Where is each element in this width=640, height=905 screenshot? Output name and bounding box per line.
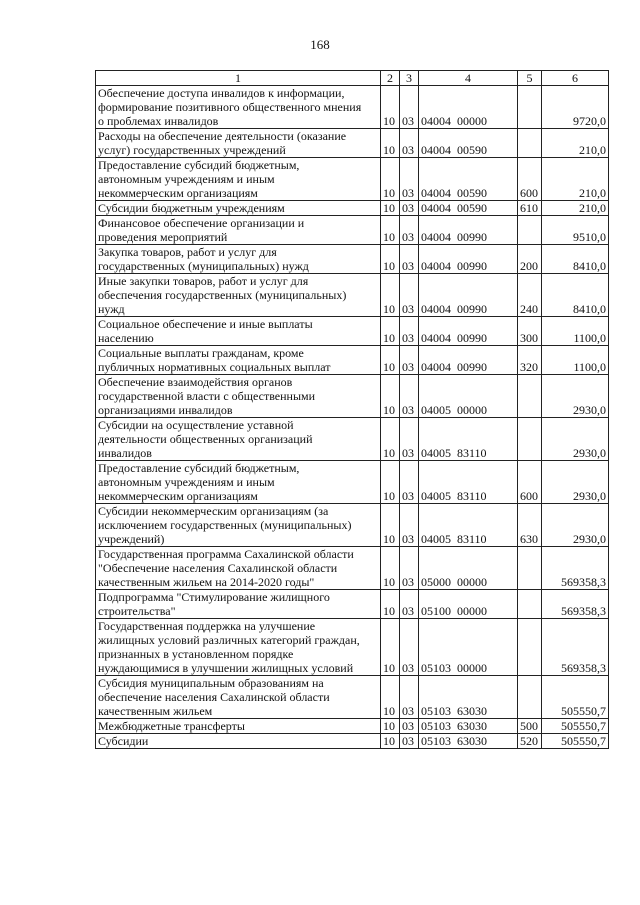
- row-expense-type: 320: [518, 346, 542, 375]
- table-row: [96, 676, 609, 719]
- row-target-article: 04004 00000: [419, 86, 518, 129]
- row-target-article: 04004 00990: [419, 274, 518, 317]
- row-name: Социальные выплаты гражданам, кроме публичных нормативных социальных выплат: [96, 346, 381, 375]
- row-amount: 210,0: [542, 201, 609, 216]
- row-expense-type: [518, 375, 542, 418]
- row-subsection: 03: [400, 719, 419, 734]
- row-section: 10: [381, 86, 400, 129]
- row-expense-type: 600: [518, 158, 542, 201]
- row-target-article: 05103 00000: [419, 619, 518, 676]
- row-subsection: 03: [400, 317, 419, 346]
- header-cell-amount: 6: [542, 71, 609, 86]
- table-row: [96, 201, 609, 216]
- row-amount: 1100,0: [542, 346, 609, 375]
- row-section: 10: [381, 317, 400, 346]
- row-subsection: 03: [400, 129, 419, 158]
- page-number: 168: [310, 37, 330, 52]
- row-amount: 8410,0: [542, 245, 609, 274]
- row-target-article: 05100 00000: [419, 590, 518, 619]
- row-amount: 2930,0: [542, 375, 609, 418]
- row-amount: 9510,0: [542, 216, 609, 245]
- table-row: [96, 590, 609, 619]
- header-cell-name: 1: [96, 71, 381, 86]
- row-name: Иные закупки товаров, работ и услуг для обеспечения государственных (муниципальных) нужд: [96, 274, 381, 317]
- table-row: [96, 547, 609, 590]
- row-amount: 9720,0: [542, 86, 609, 129]
- table-row: [96, 274, 609, 317]
- row-expense-type: 610: [518, 201, 542, 216]
- row-section: 10: [381, 590, 400, 619]
- row-target-article: 05000 00000: [419, 547, 518, 590]
- row-target-article: 04005 00000: [419, 375, 518, 418]
- row-subsection: 03: [400, 158, 419, 201]
- row-subsection: 03: [400, 274, 419, 317]
- table-row: [96, 504, 609, 547]
- row-expense-type: [518, 86, 542, 129]
- row-subsection: 03: [400, 734, 419, 749]
- row-expense-type: 600: [518, 461, 542, 504]
- row-target-article: 04004 00590: [419, 201, 518, 216]
- row-subsection: 03: [400, 245, 419, 274]
- row-section: 10: [381, 418, 400, 461]
- row-name: Финансовое обеспечение организации и проведения мероприятий: [96, 216, 381, 245]
- row-target-article: 04005 83110: [419, 504, 518, 547]
- row-subsection: 03: [400, 547, 419, 590]
- row-name: Межбюджетные трансферты: [96, 719, 381, 734]
- row-expense-type: [518, 418, 542, 461]
- row-target-article: 04004 00990: [419, 346, 518, 375]
- row-amount: 210,0: [542, 158, 609, 201]
- row-expense-type: 500: [518, 719, 542, 734]
- row-section: 10: [381, 619, 400, 676]
- row-amount: 210,0: [542, 129, 609, 158]
- row-subsection: 03: [400, 590, 419, 619]
- row-name: Закупка товаров, работ и услуг для государственных (муниципальных) нужд: [96, 245, 381, 274]
- row-subsection: 03: [400, 619, 419, 676]
- budget-table: [95, 70, 609, 749]
- table-row: [96, 734, 609, 749]
- row-section: 10: [381, 158, 400, 201]
- table-row: [96, 719, 609, 734]
- row-section: 10: [381, 504, 400, 547]
- row-expense-type: [518, 619, 542, 676]
- header-cell-subsection: 3: [400, 71, 419, 86]
- row-amount: 505550,7: [542, 734, 609, 749]
- row-target-article: 05103 63030: [419, 719, 518, 734]
- table-row: [96, 86, 609, 129]
- row-section: 10: [381, 676, 400, 719]
- row-target-article: 04005 83110: [419, 461, 518, 504]
- row-amount: 1100,0: [542, 317, 609, 346]
- header-cell-section: 2: [381, 71, 400, 86]
- row-subsection: 03: [400, 504, 419, 547]
- row-name: Субсидии: [96, 734, 381, 749]
- table-row: [96, 317, 609, 346]
- row-amount: 569358,3: [542, 547, 609, 590]
- row-target-article: 04005 83110: [419, 418, 518, 461]
- row-section: 10: [381, 274, 400, 317]
- table-row: [96, 461, 609, 504]
- row-section: 10: [381, 375, 400, 418]
- table-row: [96, 245, 609, 274]
- table-row: [96, 158, 609, 201]
- row-target-article: 04004 00990: [419, 216, 518, 245]
- row-section: 10: [381, 719, 400, 734]
- row-amount: 2930,0: [542, 418, 609, 461]
- row-amount: 505550,7: [542, 719, 609, 734]
- row-amount: 505550,7: [542, 676, 609, 719]
- row-name: Субсидия муниципальным образованиям на обеспечение населения Сахалинской области качественным жильем: [96, 676, 381, 719]
- row-expense-type: [518, 547, 542, 590]
- row-expense-type: 300: [518, 317, 542, 346]
- row-section: 10: [381, 245, 400, 274]
- row-expense-type: [518, 676, 542, 719]
- row-name: Субсидии некоммерческим организациям (за исключением государственных (муниципальных) учреждений): [96, 504, 381, 547]
- row-expense-type: 240: [518, 274, 542, 317]
- row-section: 10: [381, 734, 400, 749]
- row-subsection: 03: [400, 461, 419, 504]
- row-section: 10: [381, 346, 400, 375]
- row-expense-type: 520: [518, 734, 542, 749]
- row-amount: 569358,3: [542, 619, 609, 676]
- row-name: Предоставление субсидий бюджетным, автономным учреждениям и иным некоммерческим организациям: [96, 461, 381, 504]
- row-amount: 2930,0: [542, 461, 609, 504]
- row-subsection: 03: [400, 86, 419, 129]
- table-row: [96, 619, 609, 676]
- row-name: Предоставление субсидий бюджетным, автономным учреждениям и иным некоммерческим организациям: [96, 158, 381, 201]
- row-subsection: 03: [400, 346, 419, 375]
- row-target-article: 04004 00990: [419, 317, 518, 346]
- row-target-article: 05103 63030: [419, 734, 518, 749]
- table-row: [96, 129, 609, 158]
- row-amount: 569358,3: [542, 590, 609, 619]
- row-amount: 8410,0: [542, 274, 609, 317]
- row-section: 10: [381, 547, 400, 590]
- row-target-article: 04004 00990: [419, 245, 518, 274]
- row-name: Государственная программа Сахалинской области "Обеспечение населения Сахалинской области качественным жильем на 2014-2020 годы": [96, 547, 381, 590]
- row-subsection: 03: [400, 676, 419, 719]
- row-name: Обеспечение взаимодействия органов государственной власти с общественными организациями инвалидов: [96, 375, 381, 418]
- row-section: 10: [381, 461, 400, 504]
- budget-table-body: [96, 71, 609, 749]
- row-name: Обеспечение доступа инвалидов к информации, формирование позитивного общественного мнения о проблемах инвалидов: [96, 86, 381, 129]
- table-row: [96, 418, 609, 461]
- row-expense-type: 200: [518, 245, 542, 274]
- row-subsection: 03: [400, 418, 419, 461]
- table-row: [96, 375, 609, 418]
- row-section: 10: [381, 129, 400, 158]
- row-section: 10: [381, 201, 400, 216]
- row-subsection: 03: [400, 375, 419, 418]
- row-subsection: 03: [400, 201, 419, 216]
- row-target-article: 04004 00590: [419, 129, 518, 158]
- row-name: Социальное обеспечение и иные выплаты населению: [96, 317, 381, 346]
- row-expense-type: 630: [518, 504, 542, 547]
- row-target-article: 04004 00590: [419, 158, 518, 201]
- row-expense-type: [518, 216, 542, 245]
- row-name: Субсидии на осуществление уставной деятельности общественных организаций инвалидов: [96, 418, 381, 461]
- row-target-article: 05103 63030: [419, 676, 518, 719]
- row-section: 10: [381, 216, 400, 245]
- header-cell-target-article: 4: [419, 71, 518, 86]
- row-expense-type: [518, 590, 542, 619]
- row-name: Государственная поддержка на улучшение жилищных условий различных категорий граждан, признанных в установленном порядке нуждающимися в улучшении жилищных условий: [96, 619, 381, 676]
- row-name: Подпрограмма "Стимулирование жилищного строительства": [96, 590, 381, 619]
- table-row: [96, 216, 609, 245]
- row-name: Субсидии бюджетным учреждениям: [96, 201, 381, 216]
- row-expense-type: [518, 129, 542, 158]
- row-amount: 2930,0: [542, 504, 609, 547]
- row-subsection: 03: [400, 216, 419, 245]
- table-row: [96, 346, 609, 375]
- row-name: Расходы на обеспечение деятельности (оказание услуг) государственных учреждений: [96, 129, 381, 158]
- header-row: [96, 71, 609, 86]
- header-cell-expense-type: 5: [518, 71, 542, 86]
